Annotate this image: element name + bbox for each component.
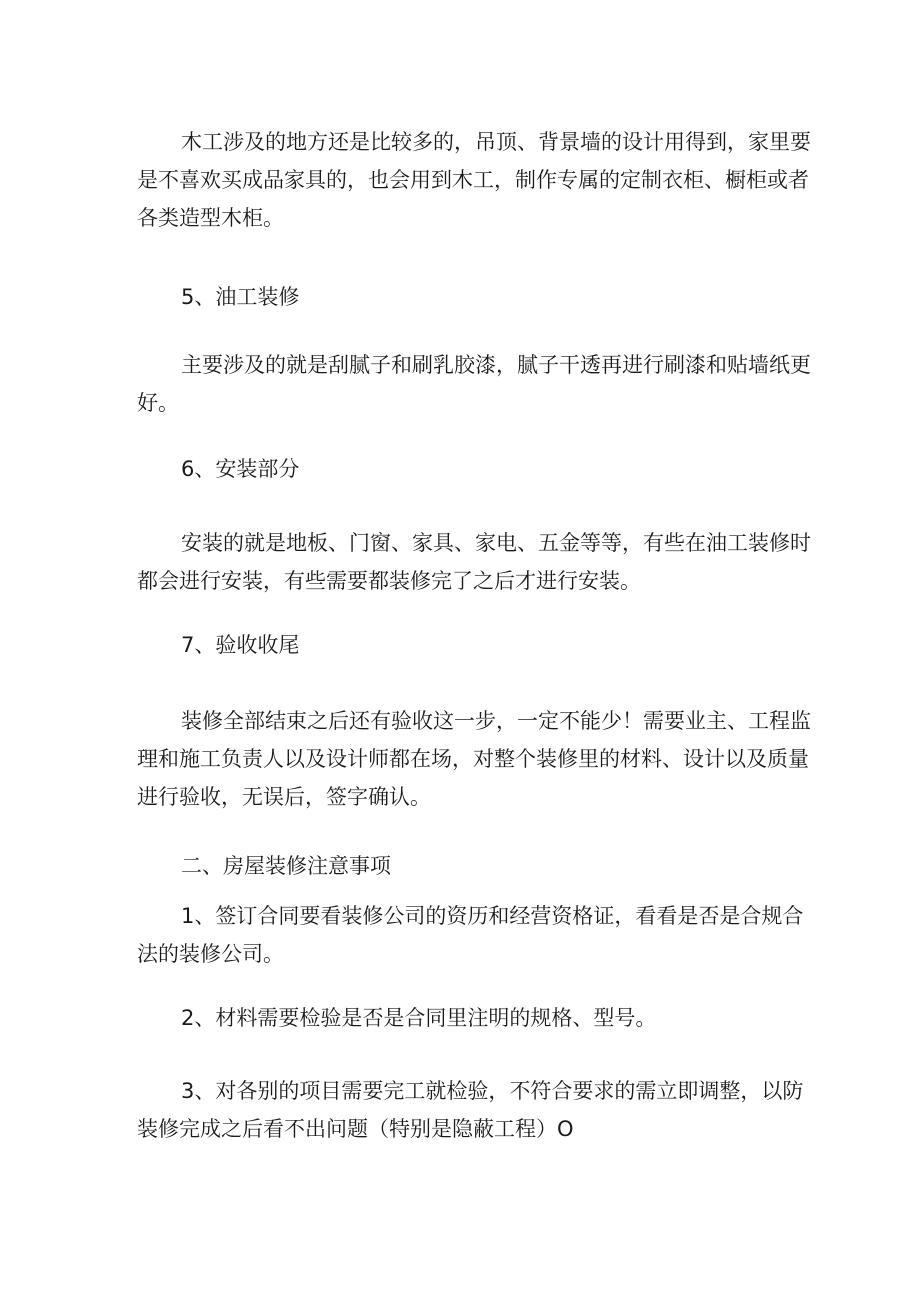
paragraph-inspection (137, 1072, 804, 1148)
text-line: 1、签订合同要看装修公司的资历和经营资格证，看看是否是合规合 (181, 904, 804, 928)
section-heading: 5、油工装修 (181, 285, 300, 309)
text-line: 好。 (137, 391, 179, 415)
text-line: 木工涉及的地方还是比较多的，吊顶、背景墙的设计用得到，家里要 (181, 130, 811, 154)
text-line: 理和施工负责人以及设计师都在场，对整个装修里的材料、设计以及质量 (137, 747, 809, 771)
text-line: 各类造型木柜。 (137, 206, 284, 230)
section-heading: 二、房屋装修注意事项 (181, 854, 391, 878)
text-line: 都会进行安装，有些需要都装修完了之后才进行安装。 (137, 569, 641, 593)
paragraph-contract (137, 897, 804, 973)
text-line: 法的装修公司。 (137, 942, 284, 966)
text-line: 主要涉及的就是刮腻子和刷乳胶漆，腻子干透再进行刷漆和贴墙纸更 (181, 353, 811, 377)
paragraph-carpentry (137, 123, 811, 237)
heading-precautions (137, 847, 785, 885)
paragraph-materials (137, 999, 785, 1037)
section-heading: 6、安装部分 (181, 457, 300, 481)
text-line: 2、材料需要检验是否是合同里注明的规格、型号。 (181, 1006, 657, 1030)
heading-acceptance (137, 626, 785, 664)
text-line: 3、对各别的项目需要完工就检验，不符合要求的需立即调整，以防 (181, 1079, 804, 1103)
heading-painting (137, 278, 785, 316)
text-line: 安装的就是地板、门窗、家具、家电、五金等等，有些在油工装修时 (181, 531, 811, 555)
text-line: 是不喜欢买成品家具的，也会用到木工，制作专属的定制衣柜、橱柜或者 (137, 168, 809, 192)
paragraph-acceptance (137, 702, 811, 816)
text-line: 装修全部结束之后还有验收这一步，一定不能少！需要业主、工程监 (181, 709, 811, 733)
heading-installation (137, 450, 785, 488)
paragraph-installation (137, 524, 811, 600)
section-heading: 7、验收收尾 (181, 633, 300, 657)
text-line: 装修完成之后看不出问题（特别是隐蔽工程）O (137, 1117, 574, 1141)
text-line: 进行验收，无误后，签字确认。 (137, 785, 431, 809)
paragraph-painting (137, 346, 811, 422)
